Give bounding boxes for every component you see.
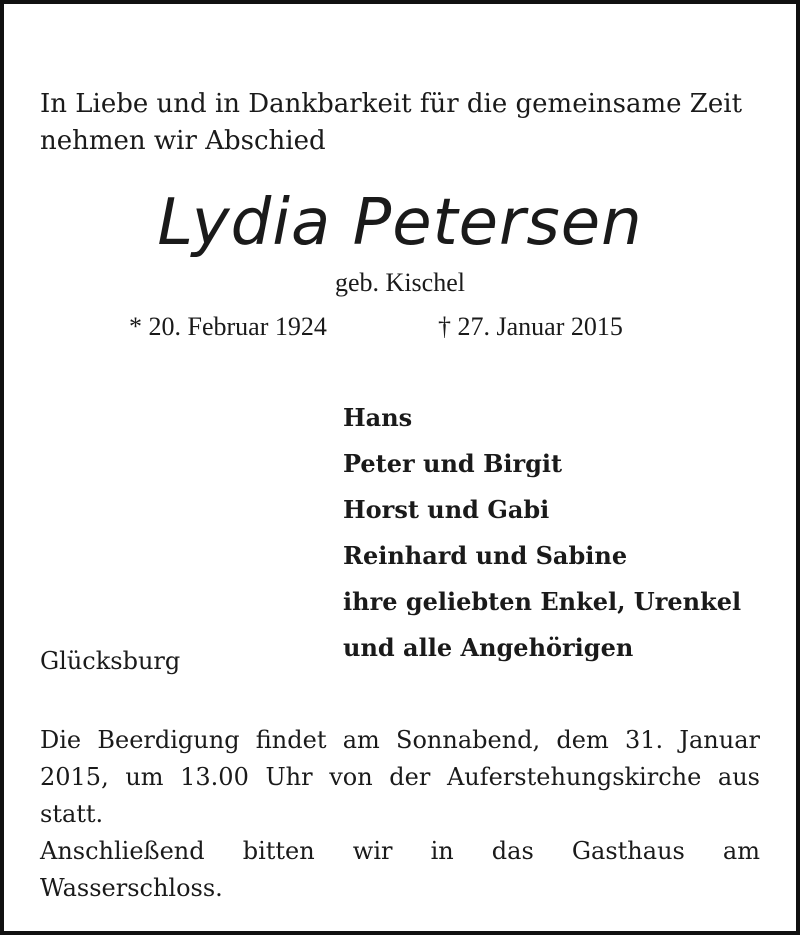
- mourner-line: und alle Angehörigen: [343, 633, 634, 662]
- mourner-line: Peter und Birgit: [343, 449, 563, 478]
- maiden-name: geb. Kischel: [335, 268, 465, 297]
- mourners-list: [343, 395, 741, 671]
- birth-date: * 20. Februar 1924: [129, 312, 327, 341]
- mourner-line: Hans: [343, 403, 413, 432]
- intro-line-1: In Liebe und in Dankbarkeit für die gemeinsame Zeit: [40, 89, 743, 119]
- reception-text: Anschließend bitten wir in das Gasthaus am Wasserschloss.: [40, 837, 760, 902]
- mourner-line: Horst und Gabi: [343, 495, 550, 524]
- place-name: Glücksburg: [40, 647, 181, 675]
- intro-line-2: nehmen wir Abschied: [40, 126, 326, 156]
- mourner-line: Reinhard und Sabine: [343, 541, 628, 570]
- funeral-text: Die Beerdigung findet am Sonnabend, dem 31. Januar 2015, um 13.00 Uhr von der Auferstehungskirche aus statt.: [40, 726, 760, 828]
- death-date: † 27. Januar 2015: [438, 312, 623, 341]
- mourner-line: ihre geliebten Enkel, Urenkel: [343, 587, 742, 616]
- intro-text: [40, 86, 760, 160]
- deceased-name: Lydia Petersen: [157, 186, 643, 260]
- funeral-details: [40, 722, 760, 907]
